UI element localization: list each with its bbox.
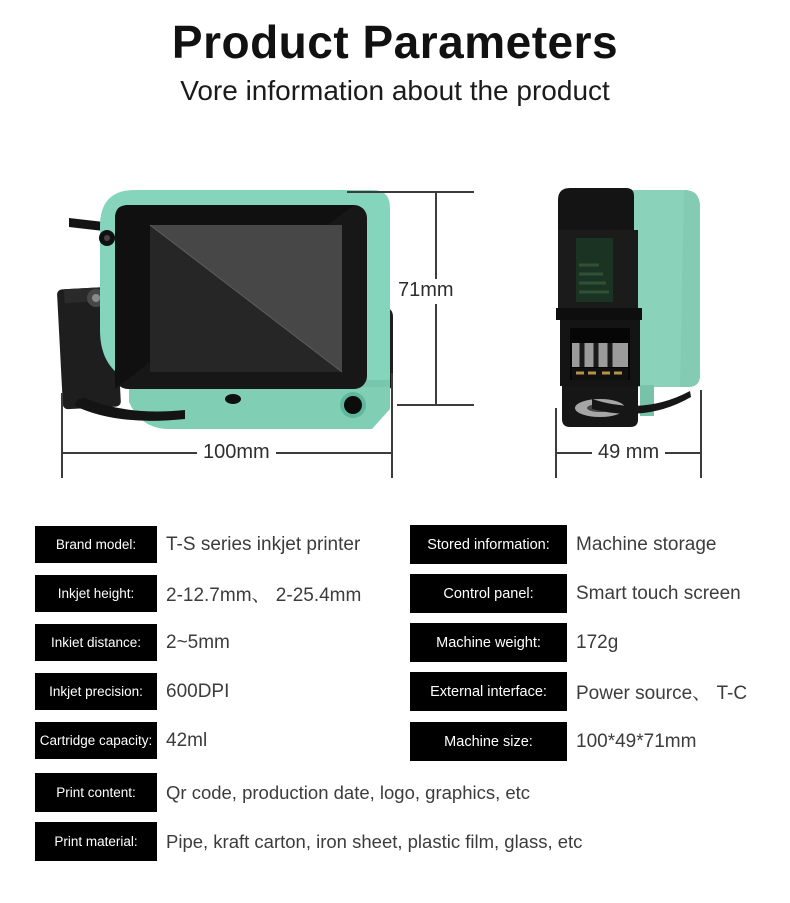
spec-row-print-material <box>35 822 582 861</box>
dim-49-ext-right <box>700 390 702 478</box>
dim-100-ext-right <box>391 373 393 478</box>
spec-label: Inkjet precision: <box>35 673 157 710</box>
spec-label: Inkjet height: <box>35 575 157 612</box>
side-top-cap <box>558 188 634 232</box>
dim-71-line-lower <box>435 304 437 405</box>
spec-row-cartridge-capacity <box>35 722 207 759</box>
spec-row-control-panel <box>410 574 741 613</box>
page-subtitle: Vore information about the product <box>180 75 610 106</box>
spec-row-inkjet-distance <box>35 624 230 661</box>
spec-row-print-content <box>35 773 530 812</box>
printer-side-image <box>548 180 708 430</box>
dim-100-ext-left <box>61 393 63 478</box>
spec-value: 172g <box>576 631 619 653</box>
page-title: Product Parameters <box>171 16 619 68</box>
spec-label: Inkiet distance: <box>35 624 157 661</box>
dim-71-bottom-tick <box>397 404 474 406</box>
spec-value: 42ml <box>166 729 208 751</box>
spec-row-brand-model <box>35 526 360 563</box>
dim-71-line-upper <box>435 191 437 279</box>
spec-value: Power source、 T-C <box>576 683 748 704</box>
printer-front-image <box>55 182 395 432</box>
spec-value: 100*49*71mm <box>576 730 697 752</box>
dim-49-ext-left <box>555 408 557 478</box>
spec-value: Machine storage <box>576 533 717 555</box>
front-bottom-dot <box>225 394 241 404</box>
dim-label-depth: 49 mm <box>592 441 665 463</box>
spec-value: 2-12.7mm、 2-25.4mm <box>166 585 362 606</box>
spec-row-external-interface <box>410 672 747 711</box>
spec-row-inkjet-height <box>35 575 361 612</box>
spec-label: Control panel: <box>410 574 567 613</box>
spec-label: Print content: <box>35 773 157 812</box>
spec-value: 600DPI <box>166 680 230 702</box>
spec-label: Machine size: <box>410 722 567 761</box>
spec-row-inkjet-precision <box>35 673 229 710</box>
spec-value: T-S series inkjet printer <box>166 533 361 555</box>
spec-label: External interface: <box>410 672 567 711</box>
side-hinge <box>556 308 642 320</box>
spec-value: Pipe, kraft carton, iron sheet, plastic film, glass, etc <box>166 830 583 852</box>
spec-value: 2~5mm <box>166 631 230 653</box>
spec-label: Brand model: <box>35 526 157 563</box>
spec-row-machine-size <box>410 722 696 761</box>
spec-row-stored-information <box>410 525 716 564</box>
dim-label-width: 100mm <box>197 441 276 463</box>
spec-value: Qr code, production date, logo, graphics, etc <box>166 781 531 803</box>
spec-label: Print material: <box>35 822 157 861</box>
dim-71-top-tick <box>347 191 474 193</box>
spec-label: Machine weight: <box>410 623 567 662</box>
spec-label: Cartridge capacity: <box>35 722 157 759</box>
spec-row-machine-weight <box>410 623 618 662</box>
spec-value: Smart touch screen <box>576 582 741 604</box>
spec-label: Stored information: <box>410 525 567 564</box>
dim-label-height: 71mm <box>398 279 454 301</box>
